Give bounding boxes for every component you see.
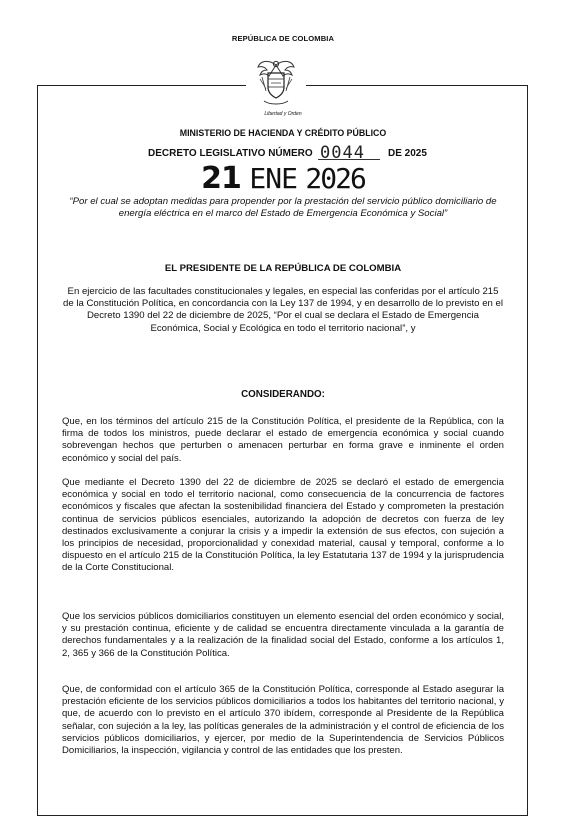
considerando-paragraph-4: Que, de conformidad con el artículo 365 de la Constitución Política, corresponde al Estado asegurar la prestación eficiente de los servicios públicos domiciliarios a todos los habitantes del territorio nacional, y que, de acuerdo con lo previsto en el artículo 370 ibídem, corresponde al Presidente de la República señalar, con sujeción a la ley, las políticas generales de la administración y el control de eficiencia de los servicios públicos domiciliarios, y ejercer, por medio de la Superintendencia de Servicios Públicos Domiciliarios, la inspección, vigilancia y control de las entidades que los presten. [62,684,504,757]
country-heading: REPÚBLICA DE COLOMBIA [231,34,335,43]
decree-label: DECRETO LEGISLATIVO NÚMERO [148,148,313,159]
date-stamp [0,161,566,196]
decree-subject: “Por el cual se adoptan medidas para propender por la prestación del servicio público domiciliario de energía eléctrica en el marco del Estado de Emergencia Económica y Social” [69,196,497,219]
issuer-heading: EL PRESIDENTE DE LA REPÚBLICA DE COLOMBIA [164,263,402,274]
considerando-paragraph-2: Que mediante el Decreto 1390 del 22 de diciembre de 2025 se declaró el estado de emergencia económica y social en todo el territorio nacional, como consecuencia de la concurrencia de factores económicos y fiscales que afectan la sostenibilidad financiera del Estado y comprometen la prestación continua de servicios públicos esenciales, autorizando la adopción de decretos con fuerza de ley destinados exclusivamente a conjurar la crisis y a impedir la extensión de sus efectos, con sujeción a los principios de necesidad, proporcionalidad y conexidad material, causal y temporal, conforme a lo dispuesto en el artículo 215 de la Constitución Política, la ley Estatutaria 137 de 1994 y la jurisprudencia de la Corte Constitucional. [62,477,504,574]
decree-number-underline [318,159,380,160]
considerando-heading: CONSIDERANDO: [241,389,325,400]
date-day: 21 [201,161,241,196]
considerando-paragraph-3: Que los servicios públicos domiciliarios constituyen un elemento esencial del orden económico y social, y su prestación continua, eficiente y de calidad se encuentra directamente vinculada a la garantía de derechos fundamentales y a la realización de la finalidad social del Estado, conforme a los artículos 1, 2, 365 y 366 de la Constitución Política. [62,611,504,659]
seal-motto: Libertad y Orden [264,111,302,117]
considerando-paragraph-1: Que, en los términos del artículo 215 de la Constitución Política, el presidente de la República, con la firma de todos los ministros, puede declarar el estado de emergencia económica y social cuando sobrevengan hechos que perturben o amenacen perturbar en forma grave e inminente el orden económico y social del país. [62,416,504,464]
decree-year: DE 2025 [388,148,427,159]
ministry-heading: MINISTERIO DE HACIENDA Y CRÉDITO PÚBLICO [179,128,387,138]
date-year: 2026 [305,162,365,195]
coat-of-arms-icon [256,55,296,111]
decree-number: 0044 [320,143,365,163]
date-month: ENE [249,162,297,195]
document-frame-bottom [37,815,528,816]
exercise-of-powers-paragraph: En ejercicio de las facultades constitucionales y legales, en especial las conferidas por el artículo 215 de la Constitución Política, en concordancia con la Ley 137 de 1994, y en desarrollo de lo previsto en el Decreto 1390 del 22 de diciembre de 2025, “Por el cual se declara el Estado de Emergencia Económica, Social y Ecológica en todo el territorio nacional”, y [63,286,503,334]
